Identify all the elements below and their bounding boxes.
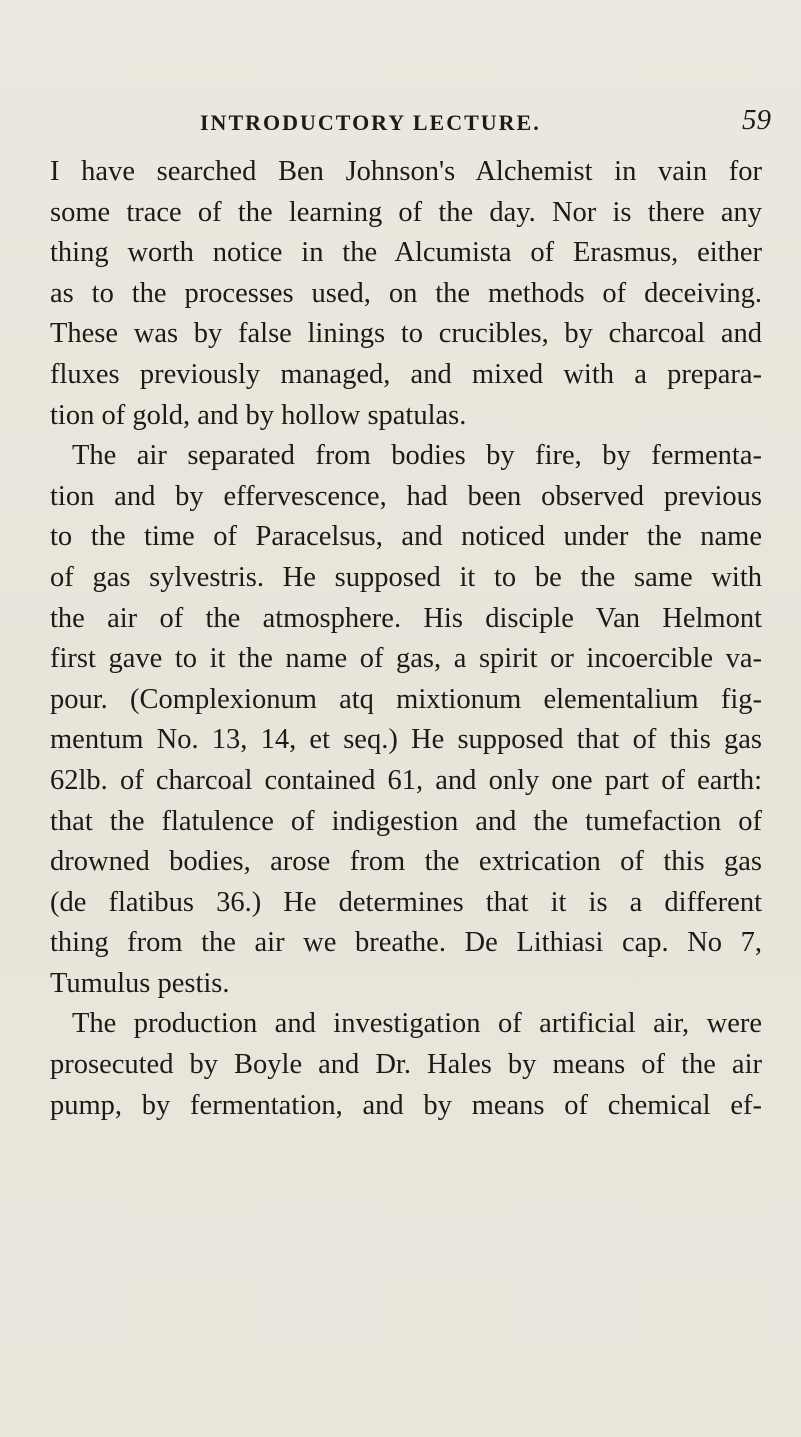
text-line: of gas sylvestris. He supposed it to be the same with [50, 561, 762, 593]
text-line: first gave to it the name of gas, a spirit or incoercible va- [50, 643, 762, 675]
text-line: (de flatibus 36.) He determines that it is a different [50, 886, 762, 918]
text-line: thing worth notice in the Alcumista of Erasmus, either [50, 237, 762, 269]
text-line: The production and investigation of artificial air, were [72, 1008, 762, 1040]
text-line: drowned bodies, arose from the extrication of this gas [50, 846, 762, 878]
text-line: 62lb. of charcoal contained 61, and only one part of earth: [50, 764, 762, 796]
text-line: pump, by fermentation, and by means of chemical ef- [50, 1089, 762, 1121]
text-line: These was by false linings to crucibles, by charcoal and [50, 318, 762, 350]
text-line: I have searched Ben Johnson's Alchemist in vain for [50, 156, 762, 187]
text-line: that the flatulence of indigestion and the tumefaction of [50, 805, 762, 837]
running-head [0, 104, 801, 140]
text-line: pour. (Complexionum atq mixtionum elementalium fig- [50, 683, 762, 715]
text-line: Tumulus pestis. [50, 967, 230, 999]
text-line: mentum No. 13, 14, et seq.) He supposed that of this gas [50, 724, 762, 756]
text-line: The air separated from bodies by fire, by fermenta- [72, 440, 762, 472]
text-line: thing from the air we breathe. De Lithiasi cap. No 7, [50, 927, 762, 959]
text-line: as to the processes used, on the methods of deceiving. [50, 277, 762, 309]
page-number: 59 [742, 104, 771, 136]
text-line: the air of the atmosphere. His disciple Van Helmont [50, 602, 762, 634]
running-title: INTRODUCTORY LECTURE. [200, 110, 541, 135]
body-text [50, 152, 762, 1126]
text-line: tion of gold, and by hollow spatulas. [50, 399, 467, 431]
text-line: fluxes previously managed, and mixed with a prepara- [50, 358, 762, 390]
text-line: some trace of the learning of the day. Nor is there any [50, 196, 762, 228]
text-line: prosecuted by Boyle and Dr. Hales by means of the air [50, 1049, 762, 1081]
text-line: to the time of Paracelsus, and noticed under the name [50, 521, 762, 553]
text-line: tion and by effervescence, had been observed previous [50, 480, 762, 512]
